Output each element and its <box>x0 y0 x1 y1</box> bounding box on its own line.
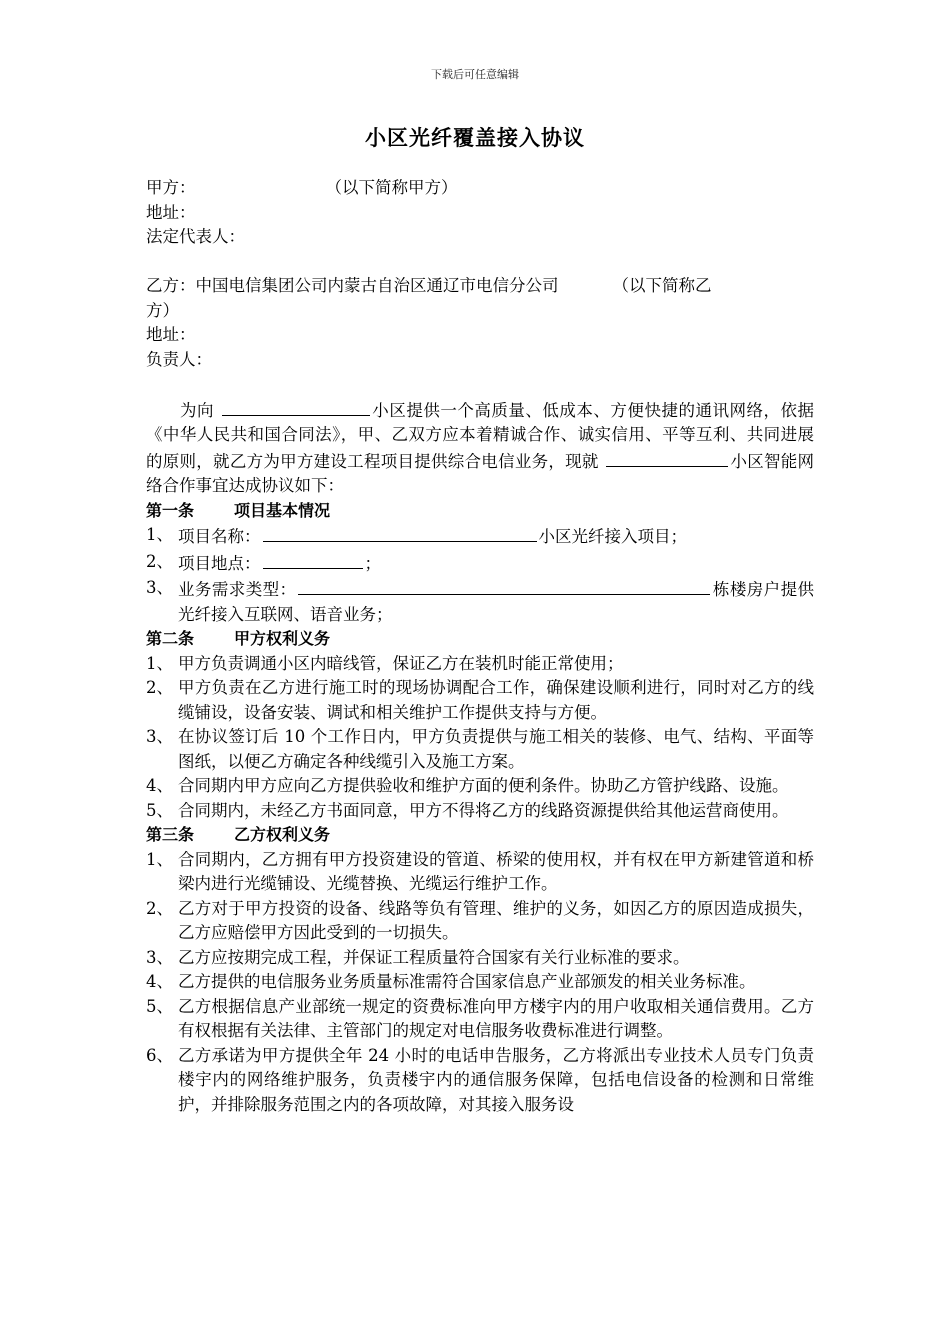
article-3-item <box>146 995 814 1044</box>
item-suffix: ； <box>364 553 381 573</box>
item-number: 4、 <box>146 776 173 795</box>
item-suffix: 小区光纤接入项目； <box>538 527 687 546</box>
article-2-item <box>146 676 814 725</box>
article-3-item <box>146 897 814 946</box>
article-3-title: 乙方权利义务 <box>234 825 331 844</box>
item-suffix: 栋楼房户提供光纤接入互联网、语音业务； <box>178 580 815 624</box>
item-text: 乙方承诺为甲方提供全年 24 小时的电话申告服务，乙方将派出专业技术人员专门负责楼宇内的网络维护服务，负责楼宇内的通信服务保障，包括电信设备的检测和日常维护，并排除服务范围之内的各项故障，对其接入服务设 <box>178 1045 814 1114</box>
item-number: 1、 <box>146 653 173 673</box>
article-2-heading <box>146 627 814 652</box>
community-name-blank <box>222 397 370 416</box>
item-text: 甲方负责在乙方进行施工时的现场协调配合工作，确保建设顺利进行，同时对乙方的线缆铺设，设备安装、调试和相关维护工作提供支持与方便。 <box>178 678 814 722</box>
item-number: 1、 <box>146 525 173 544</box>
party-a-line <box>146 176 814 201</box>
item-number: 5、 <box>146 800 173 820</box>
item-number: 3、 <box>146 727 173 746</box>
article-1-item-2 <box>146 550 814 577</box>
article-1-item-3 <box>146 576 814 627</box>
article-3-item <box>146 946 814 971</box>
item-number: 3、 <box>146 578 173 597</box>
item-text: 乙方根据信息产业部统一规定的资费标准向甲方楼宇内的用户收取相关通信费用。乙方有权根据有关法律、主管部门的规定对电信服务收费标准进行调整。 <box>178 996 814 1040</box>
article-1-heading <box>146 499 814 524</box>
party-b-alias: （以下简称乙 <box>612 276 712 295</box>
item-label: 业务需求类型： <box>178 580 297 599</box>
item-text: 合同期内甲方应向乙方提供验收和维护方面的便利条件。协助乙方管护线路、设施。 <box>178 776 789 795</box>
item-text: 合同期内，乙方拥有甲方投资建设的管道、桥梁的使用权，并有权在甲方新建管道和桥梁内进行光缆铺设、光缆替换、光缆运行维护工作。 <box>178 849 814 893</box>
article-2-item <box>146 652 814 677</box>
article-2-title: 甲方权利义务 <box>234 629 331 648</box>
item-text: 乙方应按期完成工程，并保证工程质量符合国家有关行业标准的要求。 <box>178 947 690 967</box>
article-2-number: 第二条 <box>146 629 195 648</box>
article-2-item <box>146 799 814 824</box>
item-number: 3、 <box>146 947 173 967</box>
article-3-number: 第三条 <box>146 825 195 844</box>
intro-paragraph <box>146 397 814 499</box>
item-text: 在协议签订后 10 个工作日内，甲方负责提供与施工相关的装修、电气、结构、平面等图纸，以便乙方确定各种线缆引入及施工方案。 <box>178 727 814 771</box>
article-1-title: 项目基本情况 <box>234 500 331 520</box>
article-3-item <box>146 970 814 995</box>
party-b-line <box>146 274 814 299</box>
item-text: 合同期内，未经乙方书面同意，甲方不得将乙方的线路资源提供给其他运营商使用。 <box>178 800 789 820</box>
party-a-address: 地址： <box>146 202 196 222</box>
article-2-item <box>146 774 814 799</box>
party-b-address: 地址： <box>146 325 196 344</box>
article-1-number: 第一条 <box>146 500 195 520</box>
item-number: 5、 <box>146 996 173 1016</box>
document-title: 小区光纤覆盖接入协议 <box>365 125 585 150</box>
party-b-alias-cont: 方） <box>146 300 179 320</box>
item-number: 2、 <box>146 678 173 697</box>
project-location-blank <box>263 550 363 569</box>
article-3-item <box>146 1044 814 1118</box>
item-number: 1、 <box>146 849 173 869</box>
item-label: 项目名称： <box>178 527 261 546</box>
item-label: 项目地点： <box>178 553 261 573</box>
article-3-heading <box>146 823 814 848</box>
intro-part1: 为向 <box>180 400 215 420</box>
item-number: 4、 <box>146 972 173 991</box>
article-3-item <box>146 848 814 897</box>
party-b-label: 乙方：中国电信集团公司内蒙古自治区通辽市电信分公司 <box>146 276 559 295</box>
party-a-alias: （以下简称甲方） <box>325 178 458 197</box>
header-note: 下载后可任意编辑 <box>431 68 519 81</box>
article-2-item <box>146 725 814 774</box>
intro-part2: 小区提供一个高质量、低成本、方便快捷的通讯网络，依据《中华人民共和国合同法》，甲、乙双方应本着精诚合作、诚实信用、平等互利、共同进展的原则，就乙方为甲方建设工程项目提供综合电信业务，现就 <box>146 400 815 471</box>
item-text: 乙方提供的电信服务业务质量标准需符合国家信息产业部颁发的相关业务标准。 <box>178 972 756 991</box>
service-type-blank <box>298 576 710 595</box>
item-number: 2、 <box>146 551 173 571</box>
item-number: 2、 <box>146 898 173 918</box>
item-text: 甲方负责调通小区内暗线管，保证乙方在装机时能正常使用； <box>178 653 624 673</box>
project-name-blank <box>263 523 537 542</box>
party-b-rep: 负责人： <box>146 349 212 369</box>
item-number: 6、 <box>146 1045 173 1065</box>
community-name-blank-2 <box>606 448 728 467</box>
intro-part3: 小区智能网络合作事宜达成协议如下： <box>146 451 815 495</box>
party-a-rep: 法定代表人： <box>146 227 245 246</box>
item-text: 乙方对于甲方投资的设备、线路等负有管理、维护的义务，如因乙方的原因造成损失，乙方应赔偿甲方因此受到的一切损失。 <box>178 898 814 942</box>
article-1-item-1 <box>146 523 814 550</box>
document-body <box>146 176 814 1117</box>
party-a-label: 甲方： <box>146 178 196 197</box>
